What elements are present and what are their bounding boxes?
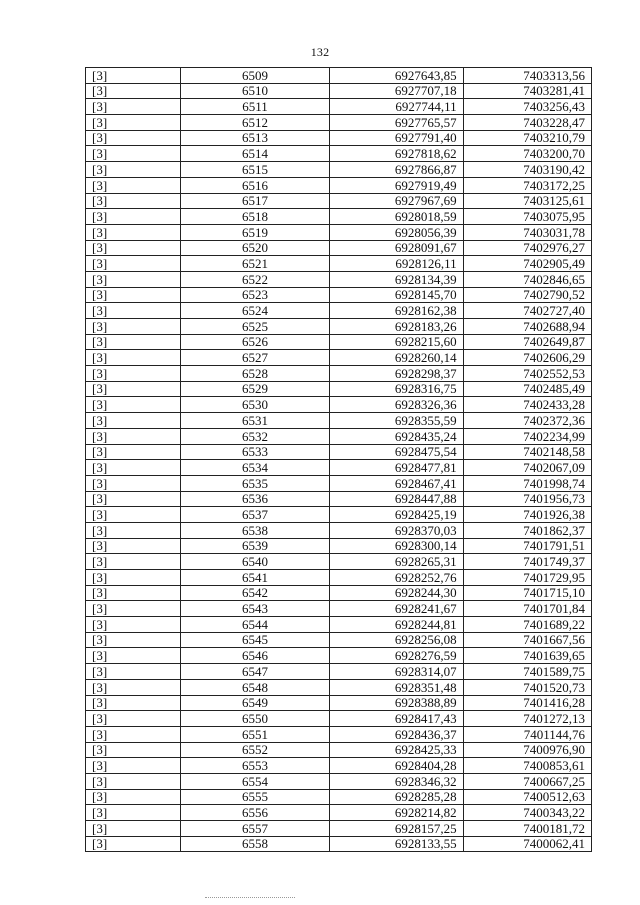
table-row xyxy=(86,193,592,209)
table-row xyxy=(86,240,592,256)
table-row xyxy=(86,428,592,444)
point-number-cell: 6512 xyxy=(180,115,329,131)
reference-cell: [3] xyxy=(86,711,181,727)
y-coordinate-cell: 7402433,28 xyxy=(463,397,591,413)
y-coordinate-cell: 7401689,22 xyxy=(463,617,591,633)
x-coordinate-cell: 6928126,11 xyxy=(330,256,464,272)
y-coordinate-cell: 7403210,79 xyxy=(463,130,591,146)
table-row xyxy=(86,460,592,476)
point-number-cell: 6537 xyxy=(180,507,329,523)
y-coordinate-cell: 7401926,38 xyxy=(463,507,591,523)
table-row xyxy=(86,381,592,397)
x-coordinate-cell: 6928256,08 xyxy=(330,632,464,648)
table-row xyxy=(86,177,592,193)
x-coordinate-cell: 6927866,87 xyxy=(330,162,464,178)
table-row xyxy=(86,115,592,131)
reference-cell: [3] xyxy=(86,256,181,272)
reference-cell: [3] xyxy=(86,428,181,444)
table-row xyxy=(86,209,592,225)
x-coordinate-cell: 6928435,24 xyxy=(330,428,464,444)
point-number-cell: 6515 xyxy=(180,162,329,178)
point-number-cell: 6556 xyxy=(180,805,329,821)
point-number-cell: 6535 xyxy=(180,475,329,491)
point-number-cell: 6550 xyxy=(180,711,329,727)
reference-cell: [3] xyxy=(86,240,181,256)
table-row xyxy=(86,350,592,366)
table-row xyxy=(86,742,592,758)
table-row xyxy=(86,601,592,617)
x-coordinate-cell: 6928157,25 xyxy=(330,821,464,837)
table-row xyxy=(86,664,592,680)
coordinates-table xyxy=(85,67,592,852)
x-coordinate-cell: 6928241,67 xyxy=(330,601,464,617)
point-number-cell: 6541 xyxy=(180,570,329,586)
y-coordinate-cell: 7402372,36 xyxy=(463,413,591,429)
x-coordinate-cell: 6928370,03 xyxy=(330,522,464,538)
table-row xyxy=(86,805,592,821)
reference-cell: [3] xyxy=(86,413,181,429)
x-coordinate-cell: 6927919,49 xyxy=(330,177,464,193)
x-coordinate-cell: 6928260,14 xyxy=(330,350,464,366)
point-number-cell: 6514 xyxy=(180,146,329,162)
x-coordinate-cell: 6928162,38 xyxy=(330,303,464,319)
x-coordinate-cell: 6928134,39 xyxy=(330,271,464,287)
y-coordinate-cell: 7401144,76 xyxy=(463,726,591,742)
x-coordinate-cell: 6928447,88 xyxy=(330,491,464,507)
table-row xyxy=(86,679,592,695)
y-coordinate-cell: 7400853,61 xyxy=(463,758,591,774)
reference-cell: [3] xyxy=(86,99,181,115)
reference-cell: [3] xyxy=(86,585,181,601)
x-coordinate-cell: 6927791,40 xyxy=(330,130,464,146)
reference-cell: [3] xyxy=(86,130,181,146)
y-coordinate-cell: 7400181,72 xyxy=(463,821,591,837)
y-coordinate-cell: 7401729,95 xyxy=(463,570,591,586)
x-coordinate-cell: 6928018,59 xyxy=(330,209,464,225)
y-coordinate-cell: 7402905,49 xyxy=(463,256,591,272)
y-coordinate-cell: 7401715,10 xyxy=(463,585,591,601)
reference-cell: [3] xyxy=(86,632,181,648)
x-coordinate-cell: 6928214,82 xyxy=(330,805,464,821)
x-coordinate-cell: 6928475,54 xyxy=(330,444,464,460)
reference-cell: [3] xyxy=(86,209,181,225)
y-coordinate-cell: 7402688,94 xyxy=(463,319,591,335)
table-row xyxy=(86,648,592,664)
x-coordinate-cell: 6928183,26 xyxy=(330,319,464,335)
x-coordinate-cell: 6928388,89 xyxy=(330,695,464,711)
table-row xyxy=(86,522,592,538)
reference-cell: [3] xyxy=(86,146,181,162)
y-coordinate-cell: 7400062,41 xyxy=(463,836,591,852)
table-row xyxy=(86,711,592,727)
x-coordinate-cell: 6928477,81 xyxy=(330,460,464,476)
point-number-cell: 6549 xyxy=(180,695,329,711)
point-number-cell: 6530 xyxy=(180,397,329,413)
point-number-cell: 6552 xyxy=(180,742,329,758)
y-coordinate-cell: 7403281,41 xyxy=(463,83,591,99)
reference-cell: [3] xyxy=(86,177,181,193)
reference-cell: [3] xyxy=(86,538,181,554)
table-row xyxy=(86,83,592,99)
point-number-cell: 6522 xyxy=(180,271,329,287)
page-number: 132 xyxy=(310,45,330,59)
point-number-cell: 6546 xyxy=(180,648,329,664)
y-coordinate-cell: 7403313,56 xyxy=(463,68,591,84)
table-row xyxy=(86,789,592,805)
point-number-cell: 6517 xyxy=(180,193,329,209)
point-number-cell: 6516 xyxy=(180,177,329,193)
y-coordinate-cell: 7402485,49 xyxy=(463,381,591,397)
x-coordinate-cell: 6928404,28 xyxy=(330,758,464,774)
reference-cell: [3] xyxy=(86,695,181,711)
y-coordinate-cell: 7402606,29 xyxy=(463,350,591,366)
reference-cell: [3] xyxy=(86,287,181,303)
reference-cell: [3] xyxy=(86,554,181,570)
point-number-cell: 6533 xyxy=(180,444,329,460)
reference-cell: [3] xyxy=(86,821,181,837)
reference-cell: [3] xyxy=(86,350,181,366)
reference-cell: [3] xyxy=(86,664,181,680)
reference-cell: [3] xyxy=(86,83,181,99)
reference-cell: [3] xyxy=(86,758,181,774)
x-coordinate-cell: 6928436,37 xyxy=(330,726,464,742)
y-coordinate-cell: 7403031,78 xyxy=(463,224,591,240)
point-number-cell: 6542 xyxy=(180,585,329,601)
x-coordinate-cell: 6928351,48 xyxy=(330,679,464,695)
point-number-cell: 6538 xyxy=(180,522,329,538)
point-number-cell: 6557 xyxy=(180,821,329,837)
y-coordinate-cell: 7400667,25 xyxy=(463,773,591,789)
reference-cell: [3] xyxy=(86,648,181,664)
y-coordinate-cell: 7401749,37 xyxy=(463,554,591,570)
y-coordinate-cell: 7400976,90 xyxy=(463,742,591,758)
y-coordinate-cell: 7402148,58 xyxy=(463,444,591,460)
y-coordinate-cell: 7401520,73 xyxy=(463,679,591,695)
x-coordinate-cell: 6928285,28 xyxy=(330,789,464,805)
y-coordinate-cell: 7402976,27 xyxy=(463,240,591,256)
point-number-cell: 6525 xyxy=(180,319,329,335)
point-number-cell: 6553 xyxy=(180,758,329,774)
reference-cell: [3] xyxy=(86,522,181,538)
y-coordinate-cell: 7402727,40 xyxy=(463,303,591,319)
table-row xyxy=(86,130,592,146)
x-coordinate-cell: 6928316,75 xyxy=(330,381,464,397)
x-coordinate-cell: 6928467,41 xyxy=(330,475,464,491)
table-row xyxy=(86,303,592,319)
x-coordinate-cell: 6928215,60 xyxy=(330,334,464,350)
point-number-cell: 6526 xyxy=(180,334,329,350)
x-coordinate-cell: 6928298,37 xyxy=(330,366,464,382)
reference-cell: [3] xyxy=(86,617,181,633)
table-row xyxy=(86,821,592,837)
reference-cell: [3] xyxy=(86,366,181,382)
reference-cell: [3] xyxy=(86,460,181,476)
point-number-cell: 6520 xyxy=(180,240,329,256)
point-number-cell: 6543 xyxy=(180,601,329,617)
x-coordinate-cell: 6928056,39 xyxy=(330,224,464,240)
x-coordinate-cell: 6927643,85 xyxy=(330,68,464,84)
reference-cell: [3] xyxy=(86,679,181,695)
x-coordinate-cell: 6928300,14 xyxy=(330,538,464,554)
point-number-cell: 6548 xyxy=(180,679,329,695)
point-number-cell: 6547 xyxy=(180,664,329,680)
y-coordinate-cell: 7400343,22 xyxy=(463,805,591,821)
y-coordinate-cell: 7403075,95 xyxy=(463,209,591,225)
reference-cell: [3] xyxy=(86,334,181,350)
reference-cell: [3] xyxy=(86,789,181,805)
x-coordinate-cell: 6928355,59 xyxy=(330,413,464,429)
scan-artifact-line xyxy=(205,897,295,898)
table-row xyxy=(86,413,592,429)
table-row xyxy=(86,475,592,491)
x-coordinate-cell: 6928244,81 xyxy=(330,617,464,633)
x-coordinate-cell: 6927967,69 xyxy=(330,193,464,209)
y-coordinate-cell: 7400512,63 xyxy=(463,789,591,805)
y-coordinate-cell: 7401272,13 xyxy=(463,711,591,727)
y-coordinate-cell: 7401791,51 xyxy=(463,538,591,554)
table-row xyxy=(86,224,592,240)
table-row xyxy=(86,491,592,507)
x-coordinate-cell: 6927765,57 xyxy=(330,115,464,131)
table-row xyxy=(86,68,592,84)
point-number-cell: 6534 xyxy=(180,460,329,476)
y-coordinate-cell: 7401998,74 xyxy=(463,475,591,491)
x-coordinate-cell: 6927818,62 xyxy=(330,146,464,162)
reference-cell: [3] xyxy=(86,303,181,319)
table-row xyxy=(86,773,592,789)
point-number-cell: 6519 xyxy=(180,224,329,240)
x-coordinate-cell: 6928252,76 xyxy=(330,570,464,586)
reference-cell: [3] xyxy=(86,444,181,460)
x-coordinate-cell: 6928276,59 xyxy=(330,648,464,664)
y-coordinate-cell: 7401956,73 xyxy=(463,491,591,507)
table-row xyxy=(86,617,592,633)
table-row xyxy=(86,256,592,272)
point-number-cell: 6518 xyxy=(180,209,329,225)
reference-cell: [3] xyxy=(86,475,181,491)
x-coordinate-cell: 6928417,43 xyxy=(330,711,464,727)
reference-cell: [3] xyxy=(86,773,181,789)
point-number-cell: 6513 xyxy=(180,130,329,146)
reference-cell: [3] xyxy=(86,319,181,335)
point-number-cell: 6524 xyxy=(180,303,329,319)
y-coordinate-cell: 7402552,53 xyxy=(463,366,591,382)
point-number-cell: 6509 xyxy=(180,68,329,84)
reference-cell: [3] xyxy=(86,836,181,852)
y-coordinate-cell: 7401589,75 xyxy=(463,664,591,680)
table-row xyxy=(86,271,592,287)
reference-cell: [3] xyxy=(86,397,181,413)
x-coordinate-cell: 6927707,18 xyxy=(330,83,464,99)
x-coordinate-cell: 6928425,33 xyxy=(330,742,464,758)
reference-cell: [3] xyxy=(86,224,181,240)
point-number-cell: 6540 xyxy=(180,554,329,570)
y-coordinate-cell: 7403228,47 xyxy=(463,115,591,131)
table-row xyxy=(86,99,592,115)
point-number-cell: 6531 xyxy=(180,413,329,429)
reference-cell: [3] xyxy=(86,507,181,523)
point-number-cell: 6511 xyxy=(180,99,329,115)
x-coordinate-cell: 6928265,31 xyxy=(330,554,464,570)
y-coordinate-cell: 7403200,70 xyxy=(463,146,591,162)
x-coordinate-cell: 6928326,36 xyxy=(330,397,464,413)
reference-cell: [3] xyxy=(86,726,181,742)
table-row xyxy=(86,444,592,460)
table-row xyxy=(86,334,592,350)
point-number-cell: 6545 xyxy=(180,632,329,648)
y-coordinate-cell: 7401667,56 xyxy=(463,632,591,648)
reference-cell: [3] xyxy=(86,570,181,586)
table-row xyxy=(86,366,592,382)
y-coordinate-cell: 7401639,65 xyxy=(463,648,591,664)
x-coordinate-cell: 6928346,32 xyxy=(330,773,464,789)
y-coordinate-cell: 7401416,28 xyxy=(463,695,591,711)
point-number-cell: 6544 xyxy=(180,617,329,633)
table-row xyxy=(86,570,592,586)
point-number-cell: 6527 xyxy=(180,350,329,366)
y-coordinate-cell: 7401862,37 xyxy=(463,522,591,538)
x-coordinate-cell: 6928425,19 xyxy=(330,507,464,523)
x-coordinate-cell: 6928091,67 xyxy=(330,240,464,256)
reference-cell: [3] xyxy=(86,491,181,507)
point-number-cell: 6555 xyxy=(180,789,329,805)
reference-cell: [3] xyxy=(86,271,181,287)
coordinates-table-body xyxy=(86,68,592,852)
reference-cell: [3] xyxy=(86,601,181,617)
table-row xyxy=(86,397,592,413)
y-coordinate-cell: 7403256,43 xyxy=(463,99,591,115)
point-number-cell: 6523 xyxy=(180,287,329,303)
reference-cell: [3] xyxy=(86,162,181,178)
x-coordinate-cell: 6928244,30 xyxy=(330,585,464,601)
reference-cell: [3] xyxy=(86,381,181,397)
table-row xyxy=(86,695,592,711)
point-number-cell: 6528 xyxy=(180,366,329,382)
table-row xyxy=(86,146,592,162)
y-coordinate-cell: 7403125,61 xyxy=(463,193,591,209)
table-row xyxy=(86,726,592,742)
reference-cell: [3] xyxy=(86,115,181,131)
table-row xyxy=(86,287,592,303)
y-coordinate-cell: 7402067,09 xyxy=(463,460,591,476)
point-number-cell: 6554 xyxy=(180,773,329,789)
point-number-cell: 6529 xyxy=(180,381,329,397)
y-coordinate-cell: 7402234,99 xyxy=(463,428,591,444)
point-number-cell: 6532 xyxy=(180,428,329,444)
y-coordinate-cell: 7402846,65 xyxy=(463,271,591,287)
table-row xyxy=(86,538,592,554)
table-row xyxy=(86,554,592,570)
table-row xyxy=(86,632,592,648)
reference-cell: [3] xyxy=(86,805,181,821)
reference-cell: [3] xyxy=(86,742,181,758)
y-coordinate-cell: 7402649,87 xyxy=(463,334,591,350)
x-coordinate-cell: 6928314,07 xyxy=(330,664,464,680)
table-row xyxy=(86,585,592,601)
point-number-cell: 6539 xyxy=(180,538,329,554)
point-number-cell: 6510 xyxy=(180,83,329,99)
x-coordinate-cell: 6928145,70 xyxy=(330,287,464,303)
reference-cell: [3] xyxy=(86,193,181,209)
y-coordinate-cell: 7402790,52 xyxy=(463,287,591,303)
x-coordinate-cell: 6927744,11 xyxy=(330,99,464,115)
point-number-cell: 6536 xyxy=(180,491,329,507)
y-coordinate-cell: 7401701,84 xyxy=(463,601,591,617)
table-row xyxy=(86,162,592,178)
point-number-cell: 6558 xyxy=(180,836,329,852)
table-row xyxy=(86,758,592,774)
y-coordinate-cell: 7403172,25 xyxy=(463,177,591,193)
table-row xyxy=(86,836,592,852)
point-number-cell: 6521 xyxy=(180,256,329,272)
point-number-cell: 6551 xyxy=(180,726,329,742)
reference-cell: [3] xyxy=(86,68,181,84)
table-row xyxy=(86,319,592,335)
x-coordinate-cell: 6928133,55 xyxy=(330,836,464,852)
y-coordinate-cell: 7403190,42 xyxy=(463,162,591,178)
table-row xyxy=(86,507,592,523)
